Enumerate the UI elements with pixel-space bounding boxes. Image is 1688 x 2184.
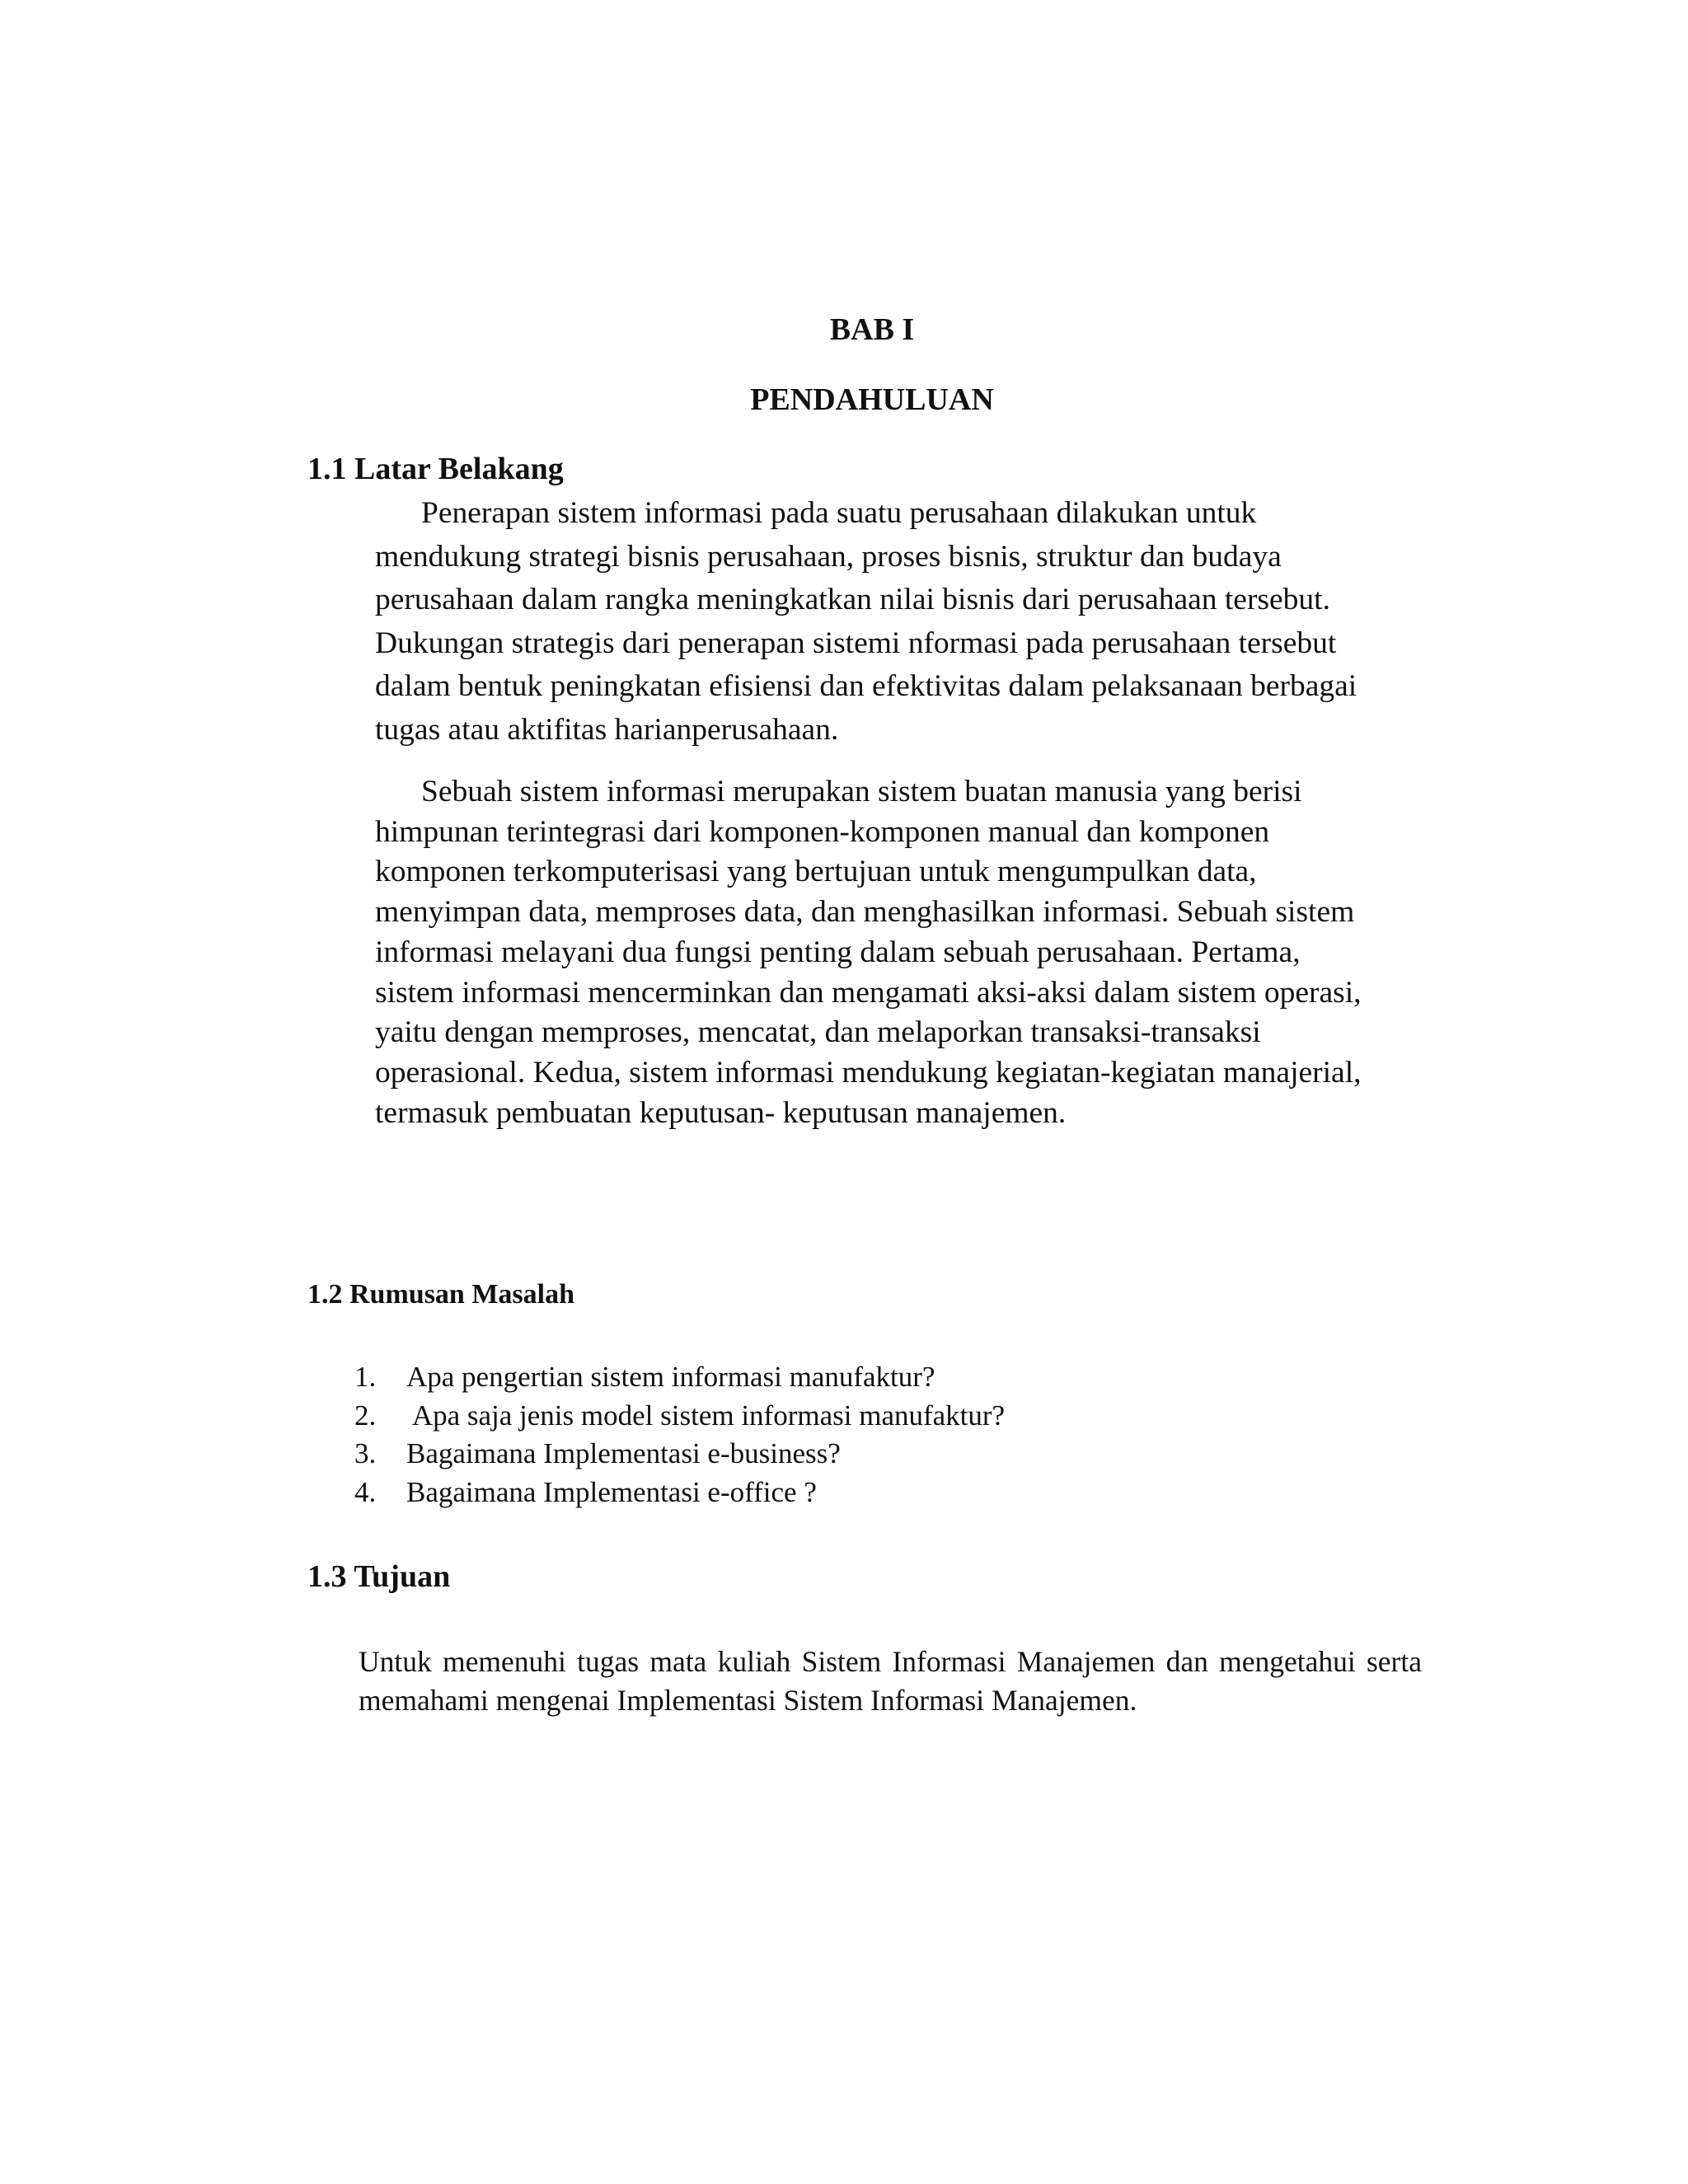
list-item-number: 2.	[354, 1399, 377, 1432]
tujuan-paragraph	[359, 1643, 1422, 1720]
list-item-number: 1.	[354, 1361, 377, 1393]
section-heading-rumusan-masalah: 1.2 Rumusan Masalah	[307, 1279, 575, 1310]
rumusan-masalah-list	[354, 1358, 1426, 1511]
paragraph-line: informasi melayani dua fungsi penting dalam sebuah perusahaan. Pertama,	[375, 935, 1301, 969]
paragraph-line: menyimpan data, memproses data, dan menghasilkan informasi. Sebuah sistem	[375, 895, 1355, 930]
paragraph-line: Sebuah sistem informasi merupakan sistem buatan manusia yang berisi	[421, 775, 1302, 808]
section-heading-tujuan: 1.3 Tujuan	[307, 1559, 451, 1594]
paragraph-line: Dukungan strategis dari penerapan sistemi nformasi pada perusahaan tersebut	[375, 626, 1337, 660]
paragraph-line: tugas atau aktifitas harianperusahaan.	[375, 712, 839, 747]
chapter-title: PENDAHULUAN	[750, 382, 994, 417]
paragraph-line: memahami mengenai Implementasi Sistem Informasi Manajemen.	[359, 1684, 1137, 1717]
list-item	[354, 1397, 1426, 1436]
paragraph-line: sistem informasi mencerminkan dan mengamati aksi-aksi dalam sistem operasi,	[375, 975, 1362, 1010]
paragraph-line: Untuk memenuhi tugas mata kuliah Sistem Informasi Manajemen dan mengetahui serta	[359, 1645, 1422, 1678]
list-item	[354, 1474, 1426, 1512]
paragraph-line: termasuk pembuatan keputusan- keputusan manajemen.	[375, 1095, 1067, 1130]
section-heading-latar-belakang: 1.1 Latar Belakang	[307, 452, 564, 486]
list-item	[354, 1435, 1426, 1474]
chapter-number: BAB I	[829, 312, 915, 347]
list-item-text: Bagaimana Implementasi e-office ?	[406, 1475, 817, 1508]
list-item	[354, 1358, 1426, 1397]
list-item-text: Apa saja jenis model sistem informasi manufaktur?	[406, 1399, 1006, 1432]
paragraph-line: mendukung strategi bisnis perusahaan, proses bisnis, struktur dan budaya	[375, 539, 1282, 574]
paragraph-line: dalam bentuk peningkatan efisiensi dan efektivitas dalam pelaksanaan berbagai	[375, 669, 1357, 703]
paragraph-line: perusahaan dalam rangka meningkatkan nilai bisnis dari perusahaan tersebut.	[375, 583, 1330, 616]
list-item-number: 4.	[354, 1475, 377, 1508]
paragraph-line: yaitu dengan memproses, mencatat, dan melaporkan transaksi-transaksi	[375, 1015, 1261, 1050]
list-item-number: 3.	[354, 1437, 377, 1469]
latar-belakang-paragraph-1	[375, 492, 1447, 752]
list-item-text: Bagaimana Implementasi e-business?	[406, 1437, 841, 1469]
list-item-text: Apa pengertian sistem informasi manufaktur?	[406, 1361, 935, 1393]
paragraph-line: komponen terkomputerisasi yang bertujuan untuk mengumpulkan data,	[375, 855, 1257, 889]
paragraph-line: operasional. Kedua, sistem informasi mendukung kegiatan-kegiatan manajerial,	[375, 1055, 1362, 1090]
latar-belakang-paragraph-2	[375, 772, 1447, 1133]
paragraph-line: Penerapan sistem informasi pada suatu perusahaan dilakukan untuk	[421, 496, 1257, 530]
paragraph-line: himpunan terintegrasi dari komponen-komponen manual dan komponen	[375, 814, 1270, 849]
